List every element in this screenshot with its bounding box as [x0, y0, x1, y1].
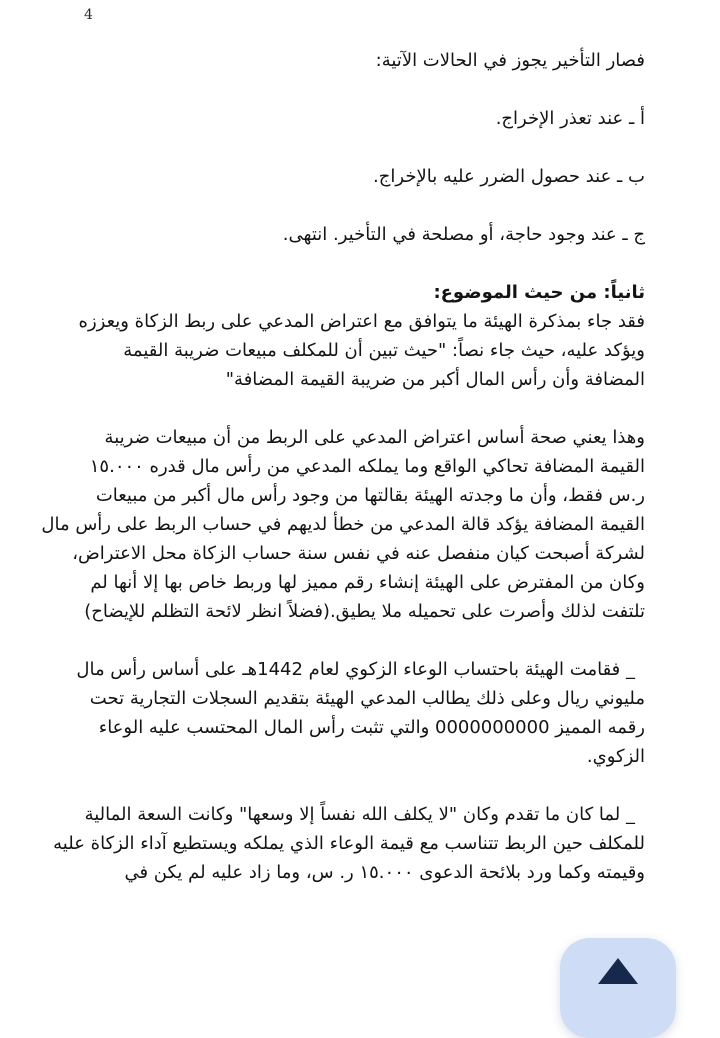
- document-line: القيمة المضافة تحاكي الواقع وما يملكه المدعي من رأس مال قدره ١٥.٠٠٠: [89, 456, 645, 477]
- document-line: فقد جاء بمذكرة الهيئة ما يتوافق مع اعتراض المدعي على ربط الزكاة ويعززه: [78, 311, 645, 332]
- document-line: _ لما كان ما تقدم وكان "لا يكلف الله نفساً إلا وسعها" وكانت السعة المالية: [84, 804, 635, 825]
- scroll-to-top-button[interactable]: [560, 938, 676, 1038]
- document-line: فصار التأخير يجوز في الحالات الآتية:: [375, 50, 645, 71]
- document-line: مليوني ريال وعلى ذلك يطالب المدعي الهيئة بتقديم السجلات التجارية تحت: [89, 688, 645, 709]
- document-line: وقيمته وكما ورد بلائحة الدعوى ١٥.٠٠٠ ر. س، وما زاد عليه لم يكن في: [124, 862, 645, 883]
- document-body: [0, 46, 645, 887]
- arrow-up-icon: [598, 958, 638, 984]
- document-line: المضافة وأن رأس المال أكبر من ضريبة القيمة المضافة": [225, 369, 645, 390]
- document-line: وهذا يعني صحة أساس اعتراض المدعي على الربط من أن مبيعات ضريبة: [104, 427, 645, 448]
- document-line: وكان من المفترض على الهيئة إنشاء رقم مميز لها وربط خاص بها إلا أنها لم: [90, 572, 645, 593]
- document-line: أ ـ عند تعذر الإخراج.: [495, 108, 645, 129]
- document-line: ر.س فقط، وأن ما وجدته الهيئة بقالتها من وجود رأس مال أكبر من مبيعات: [95, 485, 645, 506]
- document-line: لشركة أصبحت كيان منفصل عنه في نفس سنة حساب الزكاة محل الاعتراض،: [72, 543, 645, 564]
- page-number: 4: [84, 7, 93, 23]
- document-line: للمكلف حين الربط تتناسب مع قيمة الوعاء الذي يملكه ويستطيع آداء الزكاة عليه: [53, 833, 645, 854]
- document-line: تلتفت لذلك وأصرت على تحميله ملا يطيق.(فضلاً انظر لائحة التظلم للإيضاح): [84, 601, 645, 622]
- document-line: ج ـ عند وجود حاجة، أو مصلحة في التأخير. انتهى.: [282, 224, 645, 245]
- document-line: الزكوي.: [586, 746, 645, 767]
- section-heading: ثانياً: من حيث الموضوع:: [433, 282, 645, 303]
- document-line: ب ـ عند حصول الضرر عليه بالإخراج.: [373, 166, 645, 187]
- document-line: _ فقامت الهيئة باحتساب الوعاء الزكوي لعام 1442هـ على أساس رأس مال: [76, 659, 635, 680]
- document-line: ويؤكد عليه، حيث جاء نصاً: "حيث تبين أن للمكلف مبيعات ضريبة القيمة: [123, 340, 645, 361]
- document-line: القيمة المضافة يؤكد قالة المدعي من خطأ لديهم في حساب الربط على رأس مال: [41, 514, 645, 535]
- document-line: رقمه المميز 0000000000 والتي تثبت رأس المال المحتسب عليه الوعاء: [98, 717, 645, 738]
